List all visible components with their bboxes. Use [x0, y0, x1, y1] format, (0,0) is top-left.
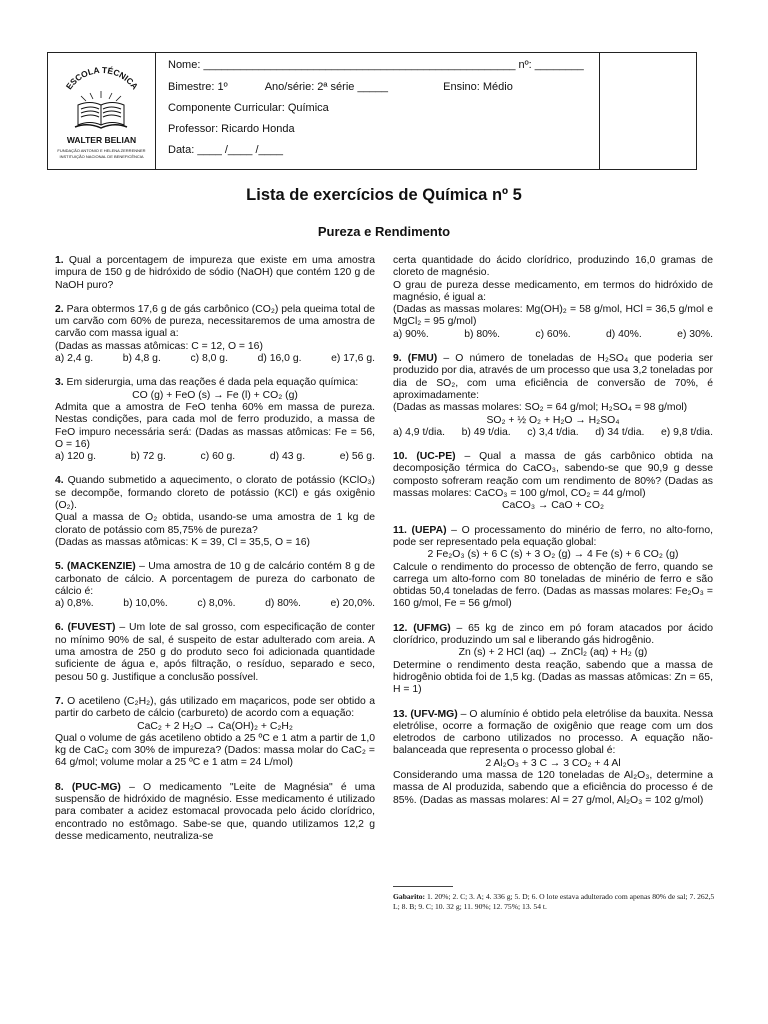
date-field: Data: ____ /____ /____	[168, 144, 283, 156]
grade-box	[599, 53, 696, 169]
school-logo	[48, 53, 156, 169]
q3-number: 3.	[55, 377, 64, 389]
ensino: Ensino: Médio	[443, 81, 513, 93]
q8-option-b: b) 80%.	[464, 328, 500, 340]
q9-option-e: e) 9,8 t/dia.	[660, 426, 713, 438]
q1-text: Qual a porcentagem de impureza que existe em uma amostra impura de 150 g de hidróxido de sódio (NaOH) que contém 120 g de NaOH puro?	[55, 255, 375, 291]
q4-number: 4.	[55, 475, 64, 487]
q3-option-e: e) 56 g.	[339, 451, 375, 463]
q8-note: (Dadas as massas molares: Mg(OH)₂ = 58 g/mol, HCl = 36,5 g/mol e MgCl₂ = 95 g/mol)	[393, 304, 713, 328]
q7-text: O acetileno (C₂H₂), gás utilizado em maçaricos, pode ser obtido a partir do carbeto de cálcio (carbureto) de acordo com a equação:	[55, 695, 375, 720]
question-12	[393, 623, 713, 697]
q9-text: – O número de toneladas de H₂SO₄ que poderia ser produzido por dia, através de um processo que usa 3,2 toneladas por dia de SO₂, com uma eficiência de conversão de 70%, é aproximadamente:	[393, 353, 714, 401]
q2-option-c: c) 8,0 g.	[190, 353, 228, 365]
q8-continuation: certa quantidade do ácido clorídrico, produzindo 16,0 gramas de cloreto de magnésio.	[393, 255, 713, 279]
foundation-line-2: INSTITUIÇÃO NACIONAL DE BENEFICÊNCIA	[59, 154, 144, 159]
q8-text-2: O grau de pureza desse medicamento, em termos do hidróxido de magnésio, é igual a:	[393, 279, 713, 303]
question-9	[393, 353, 713, 439]
book-icon	[75, 103, 127, 129]
q12-number: 12. (UFMG)	[393, 622, 451, 634]
q12-text: – 65 kg de zinco em pó foram atacados por ácido clorídrico, produzindo um sal e liberando gás hidrogênio.	[393, 622, 713, 647]
q10-equation: CaCO₃ → CaO + CO₂	[501, 500, 605, 512]
q11-text: – O processamento do minério de ferro, no alto-forno, pode ser representado pela equação global:	[393, 524, 713, 548]
component: Componente Curricular: Química	[168, 102, 329, 114]
q2-text: Para obtermos 17,6 g de gás carbônico (CO₂) pela queima total de um carvão com 60% de pureza, necessitaremos de uma amostra de carvão com massa igual a:	[55, 303, 375, 340]
q9-note: (Dadas as massas molares: SO₂ = 64 g/mol; H₂SO₄ = 98 g/mol)	[393, 402, 688, 414]
q13-number: 13. (UFV-MG)	[393, 708, 458, 720]
question-6	[55, 622, 375, 683]
q9-options	[393, 427, 713, 439]
q5-option-d: d) 80%.	[265, 598, 301, 610]
question-4	[55, 475, 375, 549]
question-1	[55, 255, 375, 292]
question-7	[55, 696, 375, 770]
q4-text-2: Qual a massa de O₂ obtida, usando-se uma amostra de 1 kg de clorato de potássio com 85,75% de pureza?	[55, 512, 375, 536]
q3-option-a: a) 120 g.	[55, 451, 97, 463]
q4-note: (Dadas as massas atômicas: K = 39, Cl = 35,5, O = 16)	[55, 536, 310, 548]
q2-option-d: d) 16,0 g.	[257, 353, 302, 365]
school-name: WALTER BELIAN	[66, 135, 137, 145]
q5-number: 5. (MACKENZIE)	[55, 561, 136, 573]
q8-option-e: e) 30%.	[677, 328, 713, 340]
q6-text: – Um lote de sal grosso, com especificação de conter no mínimo 90% de sal, é suspeito de estar adulterado com areia. A uma amostra de 250 g do produto seco foi adicionada quantidade suficiente de água e, após filtração, o resíduo, separado e seco, pesou 50 g. Justifique a conclusão possível.	[55, 622, 375, 683]
q13-text-2: Considerando uma massa de 120 toneladas de Al₂O₃, determine a massa de Al produzida, sabendo que a eficiência do processo é de 85%. (Dadas as massas molares: Al = 27 g/mol, Al₂O₃ = 102 g/mol)	[393, 769, 713, 806]
q9-option-c: c) 3,4 t/dia.	[527, 426, 579, 438]
q3-options	[55, 451, 375, 463]
answer-key	[393, 892, 715, 912]
q5-option-c: c) 8,0%.	[197, 598, 236, 610]
q10-number: 10. (UC-PE)	[393, 451, 456, 463]
page-title: Lista de exercícios de Química nº 5	[246, 186, 522, 204]
q9-option-b: b) 49 t/dia.	[461, 426, 511, 438]
q9-number: 9. (FMU)	[393, 353, 438, 365]
svg-text:ESCOLA TÉCNICA	[64, 65, 141, 91]
ano-serie: Ano/série: 2ª série _____	[264, 81, 389, 93]
rays-icon	[81, 91, 121, 101]
question-8-continued	[393, 255, 713, 341]
q1-number: 1.	[55, 255, 64, 266]
q2-option-b: b) 4,8 g.	[122, 353, 161, 365]
q8-text: – O medicamento "Leite de Magnésia" é uma suspensão de hidróxido de magnésio. Esse medicamento é utilizado para combater a acidez estomacal provocada pelo ácido clorídrico, encontrado no estômago. Sabe-se que, quando utilizamos 12,2 g desse medicamento, neutraliza-se	[55, 781, 376, 842]
school-logo-graphic	[48, 53, 155, 143]
question-8	[55, 782, 375, 843]
left-column	[55, 255, 375, 855]
q12-equation: Zn (s) + 2 HCl (aq) → ZnCl₂ (aq) + H₂ (g)	[458, 647, 648, 659]
q9-equation: SO₂ + ½ O₂ + H₂O → H₂SO₄	[486, 414, 620, 426]
q5-option-b: b) 10,0%.	[123, 598, 168, 610]
q8-option-d: d) 40%.	[605, 328, 642, 340]
footnote-separator	[393, 886, 453, 887]
q3-text-2: Admita que a amostra de FeO tenha 60% em massa de pureza. Nestas condições, para cada mol de ferro produzido, a massa de FeO impuro necessária será: (Dadas as massas atômicas: Fe = 56, O = 16)	[55, 401, 375, 450]
q2-option-e: e) 17,6 g.	[331, 353, 375, 365]
q10-text: – Qual a massa de gás carbônico obtida na decomposição térmica do CaCO₃, sabendo-se que 90,9 g desse composto sofreram reação com um rendimento de 80%? (Dadas as massas molares: CaCO₃ = 100 g/mol, CO₂ = 44 g/mol)	[393, 451, 713, 500]
q13-equation: 2 Al₂O₃ + 3 C → 3 CO₂ + 4 Al	[485, 757, 621, 769]
question-2	[55, 304, 375, 365]
q5-text: – Uma amostra de 10 g de calcário contém 8 g de carbonato de cálcio. A porcentagem de pureza do carbonato de cálcio é:	[55, 561, 375, 597]
q11-equation: 2 Fe₂O₃ (s) + 6 C (s) + 3 O₂ (g) → 4 Fe (s) + 6 CO₂ (g)	[427, 549, 679, 561]
q8-number: 8. (PUC-MG)	[55, 781, 121, 793]
question-5	[55, 561, 375, 610]
q9-option-a: a) 4,9 t/dia.	[393, 426, 445, 438]
q12-text-2: Determine o rendimento desta reação, sabendo que a massa de hidrogênio obtida foi de 1,5 kg. (Dadas as massas atômicas: Zn = 65, H = 1)	[393, 659, 713, 696]
q13-text: – O alumínio é obtido pela eletrólise da bauxita. Nessa eletrólise, ocorre a formação de oxigênio que reage com um dos eletrodos de carbono utilizados no processo. A equação não-balanceada que representa o processo global é:	[393, 708, 713, 757]
q7-number: 7.	[55, 695, 64, 707]
q11-number: 11. (UEPA)	[393, 524, 447, 536]
q2-note: (Dadas as massas atômicas: C = 12, O = 16)	[55, 340, 263, 352]
q8-options	[393, 329, 713, 341]
q3-option-b: b) 72 g.	[130, 451, 166, 463]
question-3	[55, 377, 375, 463]
school-arc-text: ESCOLA TÉCNICA	[63, 64, 141, 92]
q3-option-d: d) 43 g.	[269, 451, 306, 463]
q3-equation: CO (g) + FeO (s) → Fe (l) + CO₂ (g)	[132, 389, 298, 401]
q2-number: 2.	[55, 303, 64, 315]
q7-text-2: Qual o volume de gás acetileno obtido a 25 ºC e 1 atm a partir de 1,0 kg de CaC₂ com 30% de impureza? (Dados: massa molar do CaC₂ = 64 g/mol; volume molar a 25 ºC e 1 atm = 24 L/mol)	[55, 732, 375, 769]
page-subtitle: Pureza e Rendimento	[317, 224, 451, 239]
answer-key-label: Gabarito:	[393, 892, 426, 901]
professor: Professor: Ricardo Honda	[168, 123, 295, 135]
question-11	[393, 525, 713, 611]
question-10	[393, 451, 713, 512]
q6-number: 6. (FUVEST)	[55, 622, 116, 634]
question-13	[393, 709, 713, 807]
q9-option-d: d) 34 t/dia.	[595, 426, 645, 438]
q2-option-a: a) 2,4 g.	[55, 353, 94, 365]
q11-text-2: Calcule o rendimento do processo de obtenção de ferro, quando se carrega um alto-forno com 80 toneladas de minério de ferro e são obtidas 50,4 toneladas de ferro. (Dadas as massas molares: Fe₂O₃ = 160 g/mol, Fe = 56 g/mol)	[393, 561, 713, 610]
q4-text: Quando submetido a aquecimento, o clorato de potássio (KClO₃) se decompõe, formando cloreto de potássio (KCl) e gás oxigênio (O₂).	[55, 475, 375, 512]
q5-option-e: e) 20,0%.	[330, 598, 375, 610]
answer-key-text: 1. 20%; 2. C; 3. A; 4. 336 g; 5. D; 6. O lote estava adulterado com apenas 80% de sal; 7. 262,5 L; 8. B; 9. C; 10. 32 g; 11. 90%; 12. 75%; 13. 54 t.	[393, 892, 715, 911]
header-box	[47, 52, 697, 170]
right-column	[393, 255, 713, 819]
q8-option-a: a) 90%.	[393, 328, 429, 340]
q5-option-a: a) 0,8%.	[55, 598, 94, 610]
q7-equation: CaC₂ + 2 H₂O → Ca(OH)₂ + C₂H₂	[137, 720, 293, 732]
q3-option-c: c) 60 g.	[200, 451, 236, 463]
bimestre: Bimestre: 1º	[168, 81, 228, 93]
term-line	[168, 81, 513, 93]
foundation-line-1: FUNDAÇÃO ANTONIO E HELENA ZERRENNER	[57, 148, 146, 153]
q5-options	[55, 598, 375, 610]
name-field: Nome: ___________________________________________________ nº: ________	[168, 59, 584, 71]
q2-options	[55, 353, 375, 365]
q8-option-c: c) 60%.	[535, 328, 571, 340]
q3-text: Em siderurgia, uma das reações é dada pela equação química:	[63, 377, 359, 389]
